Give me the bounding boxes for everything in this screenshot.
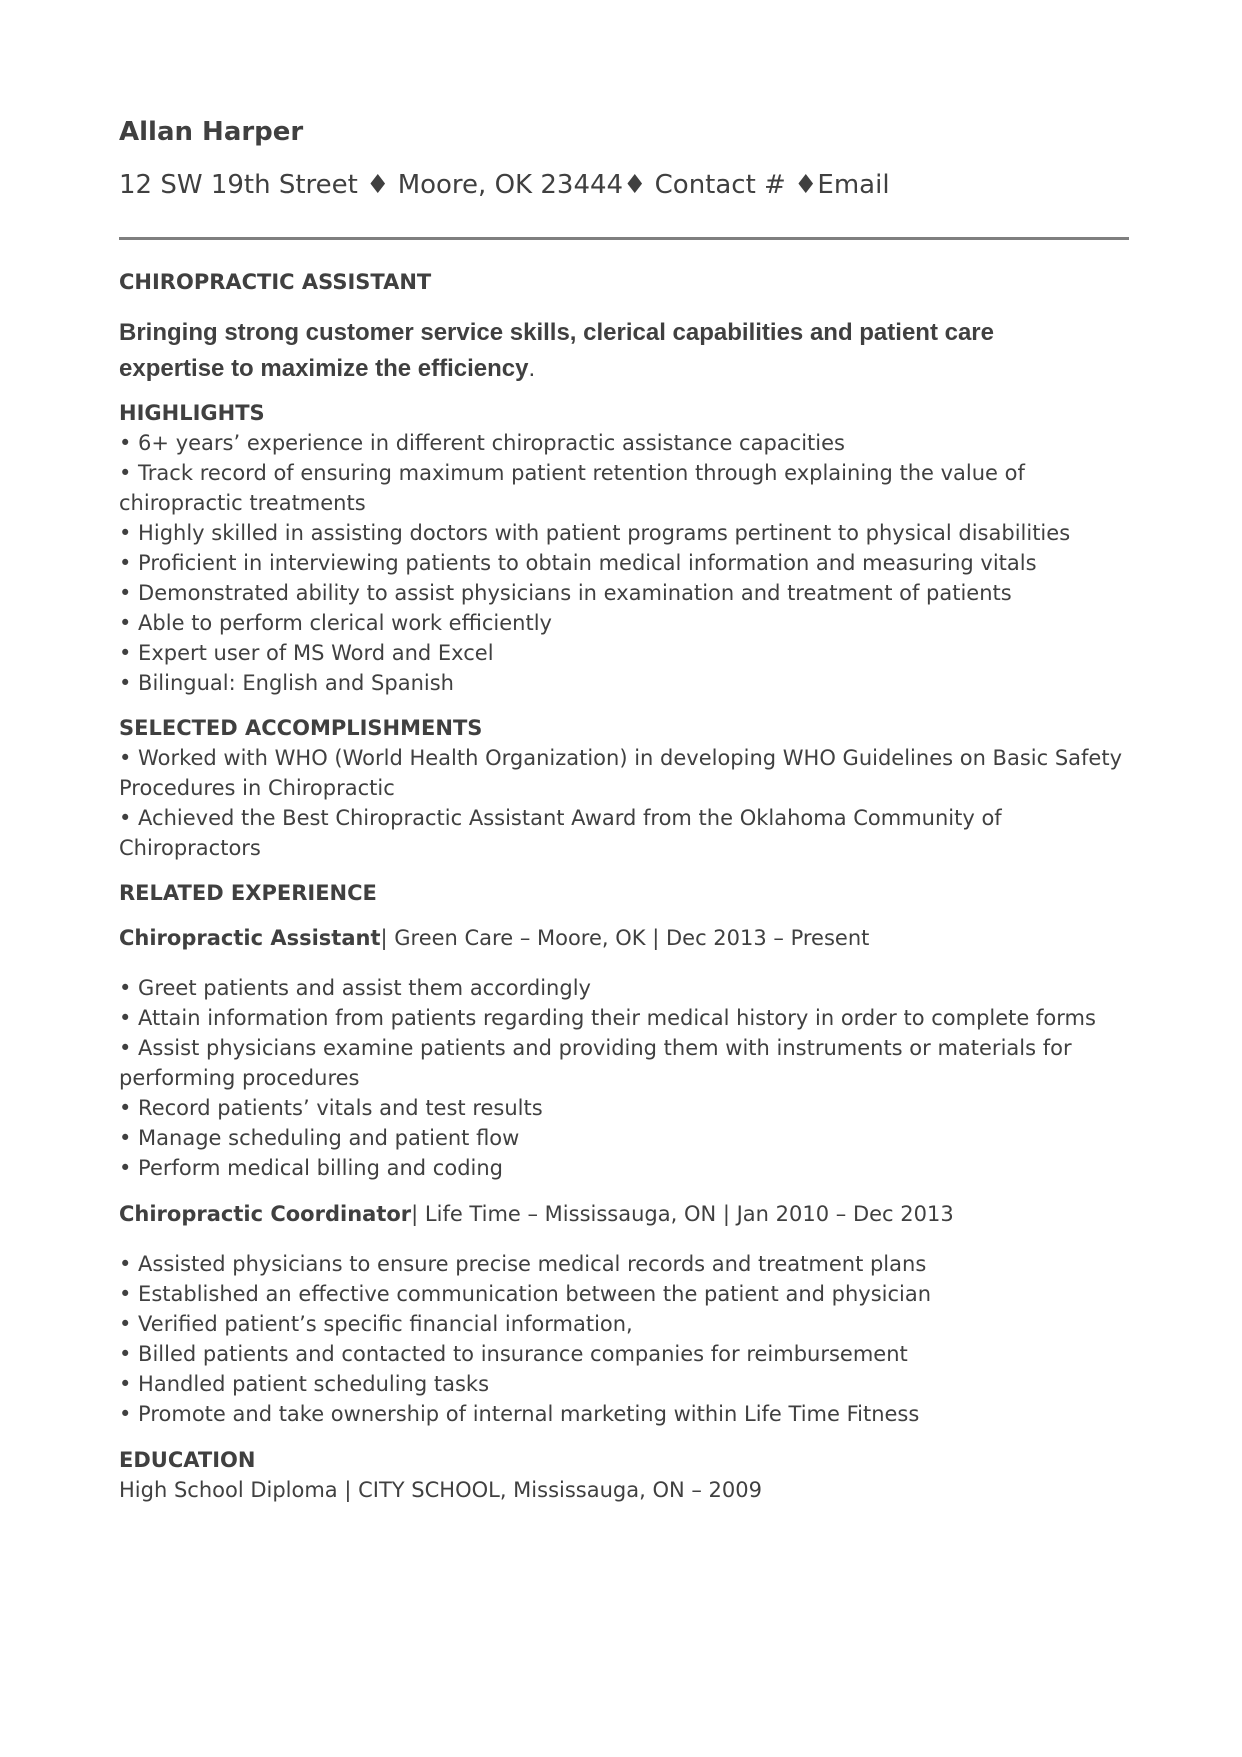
list-item: • Expert user of MS Word and Excel [119,641,494,665]
list-item: • Assisted physicians to ensure precise medical records and treatment plans [119,1252,927,1276]
contact-line: 12 SW 19th Street ♦ Moore, OK 23444♦ Contact # ♦Email [119,170,890,200]
experience-heading: RELATED EXPERIENCE [119,881,377,905]
job-duties [119,973,1129,1183]
profile-summary-end: . [528,355,536,382]
education-line: High School Diploma | CITY SCHOOL, Mississauga, ON – 2009 [119,1478,762,1502]
duties-list [119,973,1129,1183]
list-item: • Record patients’ vitals and test results [119,1096,543,1120]
highlights-list [119,428,1129,698]
education-section [119,1445,1129,1505]
list-item: • Perform medical billing and coding [119,1156,503,1180]
list-item: • Promote and take ownership of internal marketing within Life Time Fitness [119,1402,920,1426]
job-target-title: CHIROPRACTIC ASSISTANT [119,270,432,294]
list-item: • Bilingual: English and Spanish [119,671,454,695]
list-item: • Proficient in interviewing patients to obtain medical information and measuring vitals [119,551,1037,575]
job-title: Chiropractic Assistant [119,926,381,950]
list-item: • Handled patient scheduling tasks [119,1372,490,1396]
job-details: | Life Time – Mississauga, ON | Jan 2010 – Dec 2013 [411,1202,954,1226]
list-item: • Assist physicians examine patients and providing them with instruments or materials for performing procedures [119,1036,1072,1090]
list-item: • Highly skilled in assisting doctors with patient programs pertinent to physical disabilities [119,521,1071,545]
list-item: • Demonstrated ability to assist physicians in examination and treatment of patients [119,581,1012,605]
list-item: • Billed patients and contacted to insurance companies for reimbursement [119,1342,908,1366]
highlights-section [119,398,1129,698]
job-entry [119,923,1129,953]
accomplishments-section [119,713,1129,863]
highlights-heading: HIGHLIGHTS [119,401,265,425]
accomplishments-heading: SELECTED ACCOMPLISHMENTS [119,716,483,740]
job-duties [119,1249,1129,1429]
job-heading [119,1199,1129,1229]
list-item: • Worked with WHO (World Health Organization) in developing WHO Guidelines on Basic Safety Procedures in Chiropractic [119,746,1123,800]
list-item: • Track record of ensuring maximum patient retention through explaining the value of chiropractic treatments [119,461,1025,515]
job-title: Chiropractic Coordinator [119,1202,412,1226]
list-item: • Able to perform clerical work efficiently [119,611,552,635]
job-entry [119,1199,1129,1229]
list-item: • Verified patient’s specific financial information, [119,1312,633,1336]
job-heading [119,923,1129,953]
candidate-name: Allan Harper [119,117,304,147]
profile-summary-text: Bringing strong customer service skills, clerical capabilities and patient care expertise to maximize the efficiency [119,319,994,382]
header-divider [119,237,1129,240]
profile-summary [119,315,1079,387]
experience-section [119,878,1129,908]
education-list [119,1475,1129,1505]
list-item: • Attain information from patients regarding their medical history in order to complete forms [119,1006,1096,1030]
list-item: • Achieved the Best Chiropractic Assistant Award from the Oklahoma Community of Chiropractors [119,806,1002,860]
list-item: • Established an effective communication between the patient and physician [119,1282,932,1306]
job-details: | Green Care – Moore, OK | Dec 2013 – Present [380,926,870,950]
list-item: • 6+ years’ experience in different chiropractic assistance capacities [119,431,845,455]
accomplishments-list [119,743,1129,863]
duties-list [119,1249,1129,1429]
education-heading: EDUCATION [119,1448,256,1472]
list-item: • Manage scheduling and patient flow [119,1126,520,1150]
list-item: • Greet patients and assist them accordingly [119,976,591,1000]
